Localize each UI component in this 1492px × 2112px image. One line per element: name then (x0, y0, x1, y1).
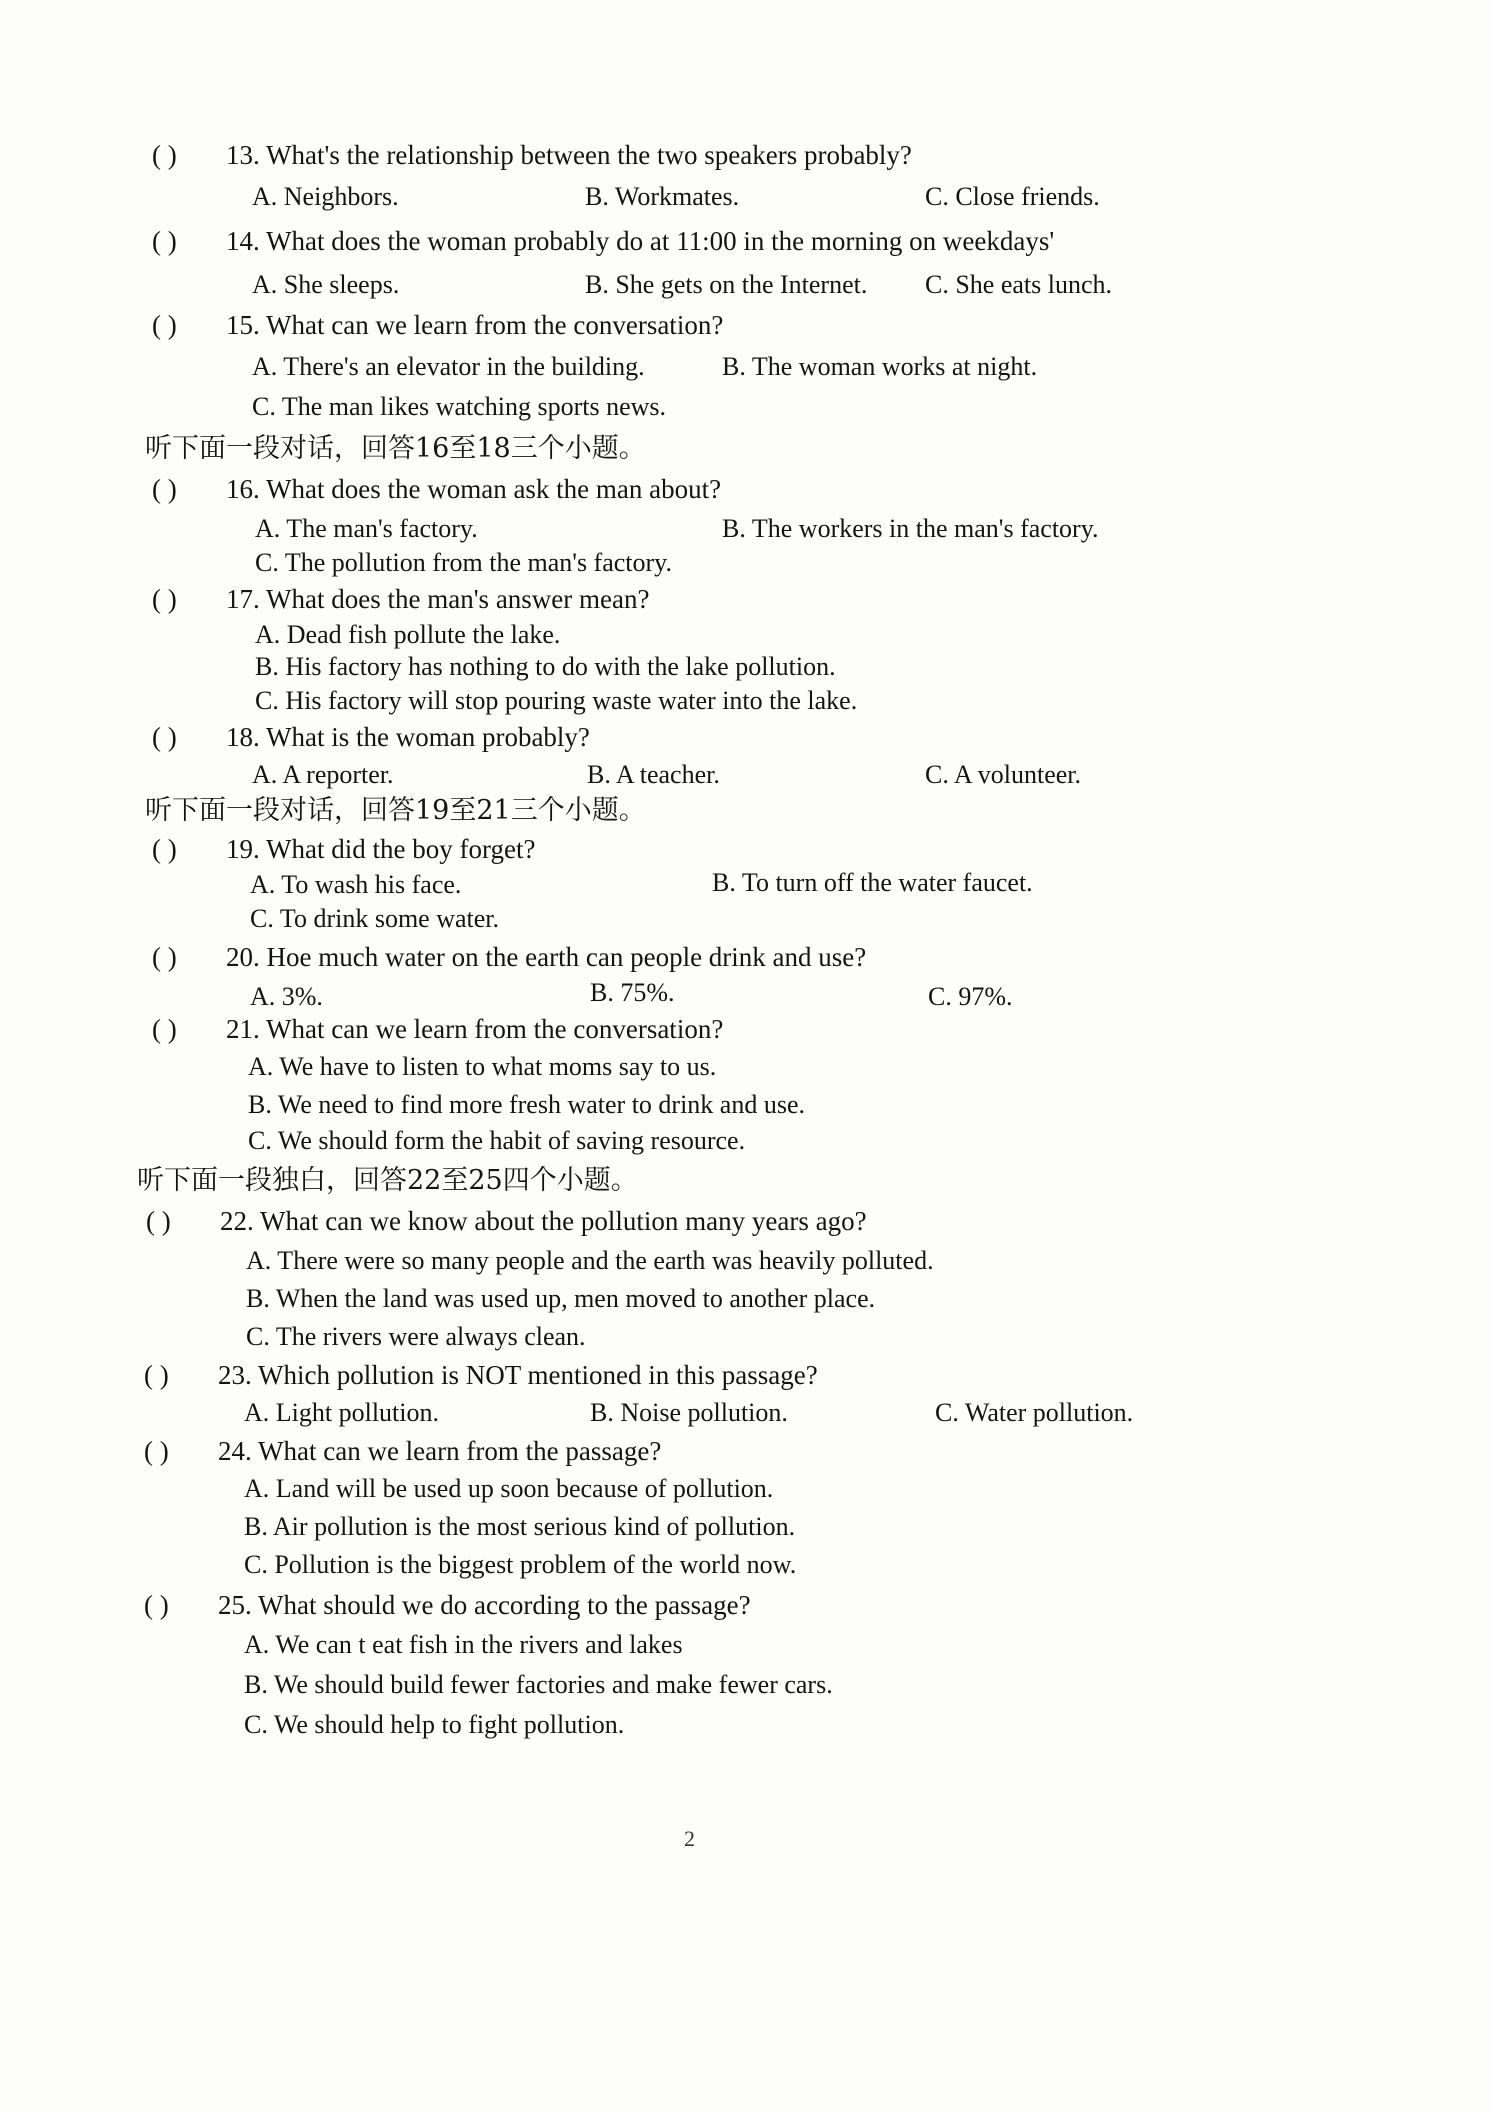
option-b: B. We should build fewer factories and make fewer cars. (244, 1670, 833, 1699)
option-a: A. She sleeps. (252, 270, 400, 299)
option-c: C. She eats lunch. (925, 270, 1113, 299)
question-stem: ( ) 25. What should we do according to the passage? (144, 1590, 751, 1620)
option-b: B. Workmates. (585, 182, 740, 211)
option-a: A. There were so many people and the earth was heavily polluted. (246, 1246, 934, 1275)
option-c: C. Pollution is the biggest problem of the world now. (244, 1550, 797, 1579)
option-b: B. The woman works at night. (722, 352, 1038, 381)
question-stem: ( ) 24. What can we learn from the passage? (144, 1436, 662, 1466)
option-b: B. Air pollution is the most serious kind of pollution. (244, 1512, 796, 1541)
option-c: C. To drink some water. (250, 904, 500, 933)
option-b: B. To turn off the water faucet. (712, 868, 1033, 897)
question-stem: ( ) 15. What can we learn from the conversation? (152, 310, 724, 340)
option-b: B. We need to find more fresh water to drink and use. (248, 1090, 805, 1119)
option-b: B. The workers in the man's factory. (722, 514, 1099, 543)
question-stem: ( ) 20. Hoe much water on the earth can people drink and use? (152, 942, 867, 972)
option-a: A. The man's factory. (255, 514, 478, 543)
question-stem: ( ) 23. Which pollution is NOT mentioned in this passage? (144, 1360, 818, 1390)
question-stem: ( ) 18. What is the woman probably? (152, 722, 590, 752)
page-number: 2 (684, 1826, 695, 1851)
question-stem: ( ) 19. What did the boy forget? (152, 834, 536, 864)
question-stem: ( ) 16. What does the woman ask the man about? (152, 474, 722, 504)
question-stem: ( ) 21. What can we learn from the conversation? (152, 1014, 724, 1044)
option-a: A. We have to listen to what moms say to us. (248, 1052, 717, 1081)
option-a: A. To wash his face. (250, 870, 462, 899)
option-c: C. We should form the habit of saving resource. (248, 1126, 746, 1155)
option-c: C. A volunteer. (925, 760, 1081, 789)
option-a: A. There's an elevator in the building. (252, 352, 645, 381)
option-c: C. 97%. (928, 982, 1013, 1011)
option-c: C. Close friends. (925, 182, 1100, 211)
option-c: C. His factory will stop pouring waste water into the lake. (255, 686, 858, 715)
option-a: A. Land will be used up soon because of pollution. (244, 1474, 774, 1503)
option-c: C. Water pollution. (935, 1398, 1134, 1427)
section-header: 听下面一段对话，回答19至21三个小题。 (145, 795, 646, 826)
option-b: B. His factory has nothing to do with the lake pollution. (255, 652, 836, 681)
option-a: A. Neighbors. (252, 182, 399, 211)
question-stem: ( ) 14. What does the woman probably do at 11:00 in the morning on weekdays' (152, 226, 1055, 256)
question-stem: ( ) 17. What does the man's answer mean? (152, 584, 650, 614)
option-b: B. A teacher. (587, 760, 720, 789)
option-b: B. 75%. (590, 978, 675, 1007)
option-c: C. We should help to fight pollution. (244, 1710, 625, 1739)
option-b: B. When the land was used up, men moved to another place. (246, 1284, 876, 1313)
option-b: B. Noise pollution. (590, 1398, 788, 1427)
section-header: 听下面一段对话，回答16至18三个小题。 (145, 433, 646, 464)
option-a: A. 3%. (250, 982, 323, 1011)
option-c: C. The pollution from the man's factory. (255, 548, 672, 577)
option-a: A. A reporter. (252, 760, 394, 789)
option-a: A. We can t eat fish in the rivers and lakes (244, 1630, 683, 1659)
question-stem: ( ) 13. What's the relationship between the two speakers probably? (152, 140, 912, 170)
option-a: A. Light pollution. (244, 1398, 439, 1427)
section-header: 听下面一段独白，回答22至25四个小题。 (137, 1165, 638, 1196)
question-stem: ( ) 22. What can we know about the pollution many years ago? (146, 1206, 867, 1236)
option-b: B. She gets on the Internet. (585, 270, 868, 299)
option-a: A. Dead fish pollute the lake. (255, 620, 561, 649)
option-c: C. The rivers were always clean. (246, 1322, 586, 1351)
option-c: C. The man likes watching sports news. (252, 392, 667, 421)
